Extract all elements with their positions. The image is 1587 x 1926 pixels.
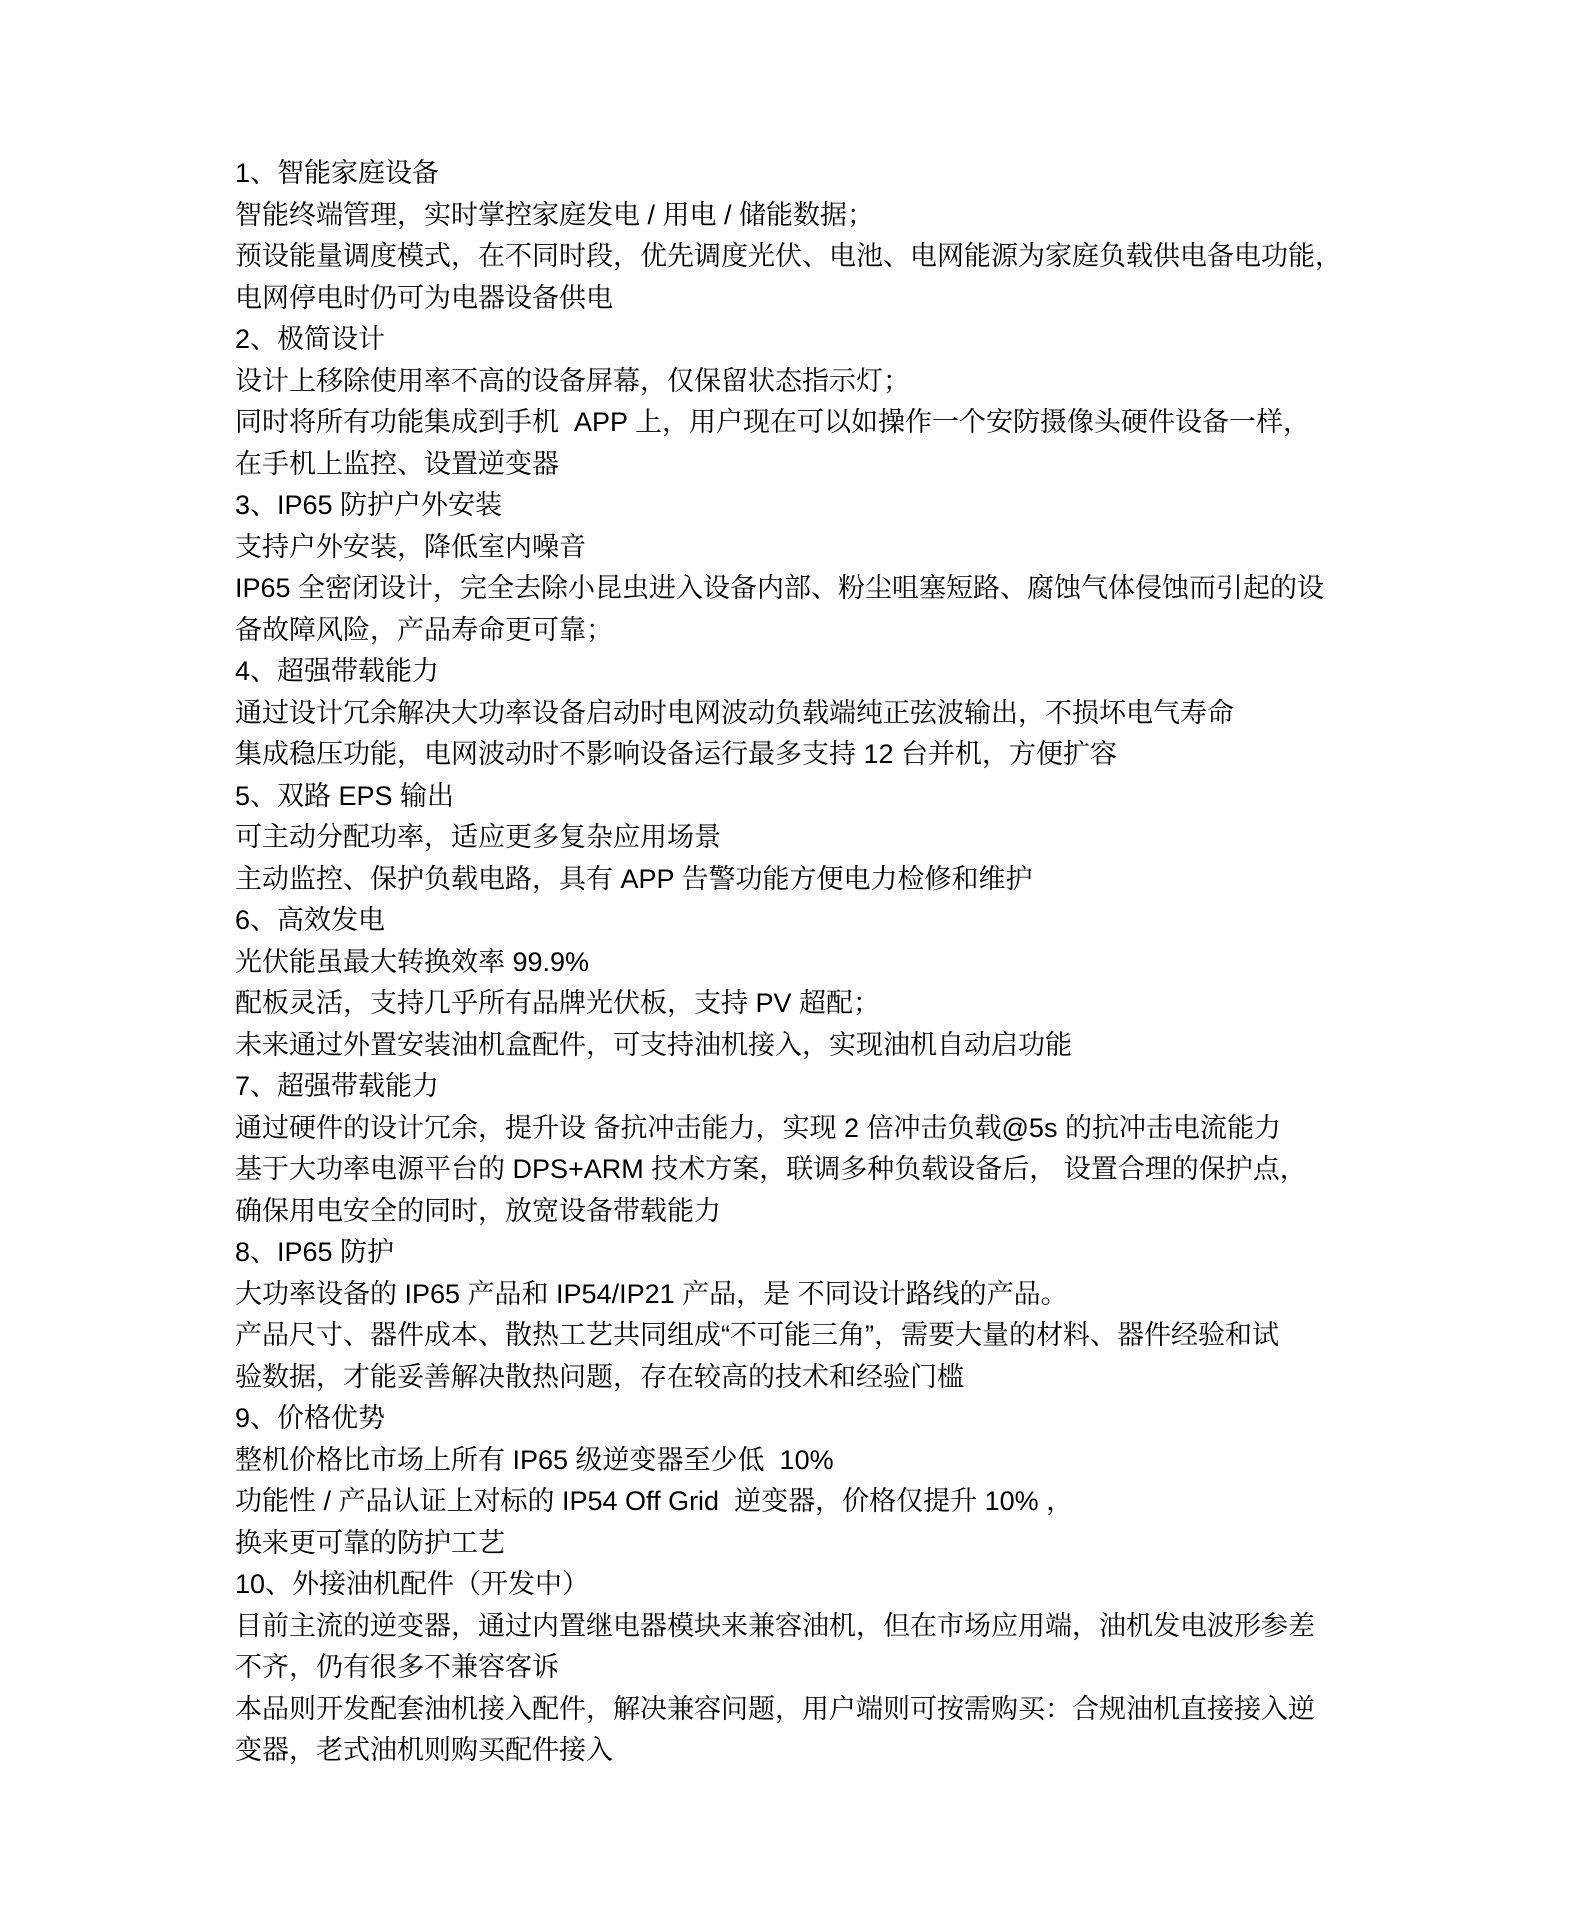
paragraph-line: 通过硬件的设计冗余，提升设 备抗冲击能力，实现 2 倍冲击负载@5s 的抗冲击电流能力 (235, 1112, 1281, 1143)
feature-5-heading: 5、双路 EPS 输出 (235, 780, 455, 811)
paragraph-line: 智能终端管理，实时掌控家庭发电 / 用电 / 储能数据； (235, 199, 875, 230)
paragraph-line: 确保用电安全的同时，放宽设备带载能力 (235, 1195, 721, 1226)
paragraph-line: 通过设计冗余解决大功率设备启动时电网波动负载端纯正弦波输出，不损坏电气寿命 (235, 697, 1234, 728)
feature-8-heading: 8、IP65 防护 (235, 1237, 395, 1267)
paragraph-line: 电网停电时仍可为电器设备供电 (235, 282, 613, 313)
paragraph-line: 产品尺寸、器件成本、散热工艺共同组成“不可能三角”，需要大量的材料、器件经验和试 (235, 1320, 1279, 1350)
feature-section-4 (235, 651, 1410, 776)
paragraph-line: 功能性 / 产品认证上对标的 IP54 Off Grid 逆变器，价格仅提升 10% ， (235, 1486, 1074, 1516)
paragraph-line: 整机价格比市场上所有 IP65 级逆变器至少低 10% (235, 1444, 834, 1475)
feature-section-5 (235, 776, 1410, 901)
feature-section-6 (235, 900, 1410, 1066)
paragraph-line: 基于大功率电源平台的 DPS+ARM 技术方案，联调多种负载设备后， 设置合理的保护点， (235, 1154, 1307, 1184)
feature-2-heading: 2、极简设计 (235, 324, 386, 354)
paragraph-line: 大功率设备的 IP65 产品和 IP54/IP21 产品，是 不同设计路线的产品。 (235, 1278, 1068, 1309)
paragraph-line: 备故障风险，产品寿命更可靠； (235, 614, 613, 645)
feature-10-heading: 10、外接油机配件（开发中） (235, 1569, 590, 1599)
feature-section-9 (235, 1398, 1410, 1564)
feature-4-heading: 4、超强带载能力 (235, 656, 440, 686)
paragraph-line: 预设能量调度模式，在不同时段，优先调度光伏、电池、电网能源为家庭负载供电备电功能， (235, 241, 1342, 271)
feature-section-10 (235, 1564, 1410, 1772)
feature-1-heading: 1、智能家庭设备 (235, 158, 440, 188)
paragraph-line: 在手机上监控、设置逆变器 (235, 448, 559, 479)
feature-section-8 (235, 1232, 1410, 1398)
paragraph-line: 集成稳压功能，电网波动时不影响设备运行最多支持 12 台并机，方便扩容 (235, 739, 1118, 769)
feature-9-heading: 9、价格优势 (235, 1403, 386, 1433)
paragraph-line: 设计上移除使用率不高的设备屏幕，仅保留状态指示灯； (235, 365, 910, 396)
feature-7-heading: 7、超强带载能力 (235, 1071, 440, 1101)
feature-section-3 (235, 485, 1410, 651)
paragraph-line: 验数据，才能妥善解决散热问题，存在较高的技术和经验门槛 (235, 1361, 964, 1392)
paragraph-line: 配板灵活，支持几乎所有品牌光伏板，支持 PV 超配； (235, 988, 881, 1018)
paragraph-line: 未来通过外置安装油机盒配件，可支持油机接入，实现油机自动启功能 (235, 1029, 1072, 1060)
paragraph-line: 光伏能虽最大转换效率 99.9% (235, 946, 590, 977)
paragraph-line: 不齐，仍有很多不兼容客诉 (235, 1652, 559, 1682)
feature-section-7 (235, 1066, 1410, 1232)
paragraph-line: 本品则开发配套油机接入配件，解决兼容问题，用户端则可按需购买：合规油机直接接入逆 (235, 1693, 1315, 1724)
paragraph-line: IP65 全密闭设计，完全去除小昆虫进入设备内部、粉尘咀塞短路、腐蚀气体侵蚀而引起的设 (235, 573, 1325, 603)
paragraph-line: 同时将所有功能集成到手机 APP 上，用户现在可以如操作一个安防摄像头硬件设备一样， (235, 407, 1311, 437)
feature-section-1 (235, 153, 1410, 319)
feature-3-heading: 3、IP65 防护户外安装 (235, 490, 503, 520)
paragraph-line: 主动监控、保护负载电路，具有 APP 告警功能方便电力检修和维护 (235, 863, 1033, 894)
paragraph-line: 目前主流的逆变器，通过内置继电器模块来兼容油机，但在市场应用端，油机发电波形参差 (235, 1610, 1315, 1641)
paragraph-line: 可主动分配功率，适应更多复杂应用场景 (235, 822, 721, 852)
feature-section-2 (235, 319, 1410, 485)
paragraph-line: 变器，老式油机则购买配件接入 (235, 1735, 613, 1765)
feature-6-heading: 6、高效发电 (235, 905, 386, 935)
feature-list (235, 153, 1410, 1772)
paragraph-line: 换来更可靠的防护工艺 (235, 1527, 505, 1558)
paragraph-line: 支持户外安装，降低室内噪音 (235, 531, 586, 562)
